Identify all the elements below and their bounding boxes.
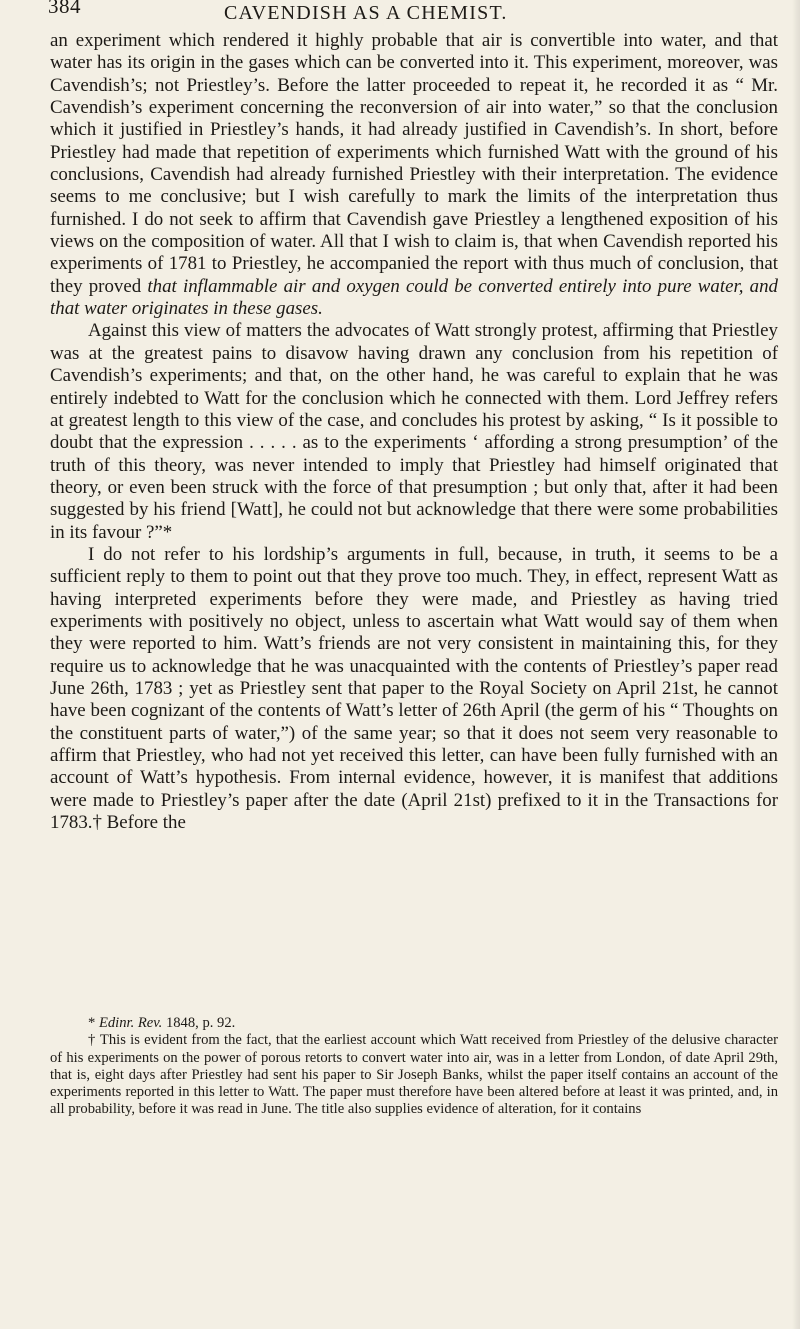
footnote-text: 1848, p. 92. xyxy=(162,1015,236,1031)
footnote-text: † This is evident from the fact, that the earliest account which Watt received from Priestley of the delusive character of his experiments on the power of porous retorts to convert water into air, was in a letter from London, of date April 29th, that is, eight days after Priestley had sent his paper to Sir Joseph Banks, whilst the paper itself contains an account of the experiments reported in this letter to Watt. The paper must therefore have been altered before at least it was printed, and, in all probability, before it was read in June. The title also supplies evidence of alteration, for it contains xyxy=(50,1032,778,1118)
paragraph-text: an experiment which rendered it highly probable that air is convertible into water, and that water has its origin in the gases which can be converted into it. This experiment, moreover, was Cavendish’s; not Priestley’s. Before the latter proceeded to repeat it, he recorded it as “ Mr. Cavendish’s experiment concerning the reconversion of air into water,” so that the conclusion which it justified in Priestley’s hands, it had already justified in Cavendish’s. In short, before Priestley had made that repetition of experiments which furnished Watt with the ground of his conclusions, Cavendish had already furnished Priestley with their interpretation. The evidence seems to me conclusive; but I wish carefully to mark the limits of the interpretation thus furnished. I do not seek to affirm that Cavendish gave Priestley a lengthened exposition of his views on the composition of water. All that I wish to claim is, that when Cavendish reported his experiments of 1781 to Priestley, he accompanied the report with thus much of conclusion, that they proved xyxy=(50,30,778,297)
page-header xyxy=(48,0,748,28)
paragraph-text: I do not refer to his lordship’s arguments in full, because, in truth, it seems to be a sufficient reply to them to point out that they prove too much. They, in effect, represent Watt as having interpreted experiments before they were made, and Priestley as having tried experiments with positively no object, unless to ascertain what Watt would say of them when they were reported to him. Watt’s friends are not very consistent in maintaining this, for they require us to acknowledge that he was unacquainted with the contents of Priestley’s paper read June 26th, 1783 ; yet as Priestley sent that paper to the Royal Society on April 21st, he cannot have been cognizant of the contents of Watt’s letter of 26th April (the germ of his “ Thoughts on the constituent parts of water,”) of the same year; so that it does not seem very reasonable to affirm that Priestley, who had not yet received this letter, can have been fully furnished with an account of Watt’s hypothesis. From internal evidence, however, it is manifest that additions were made to Priestley’s paper after the date (April 21st) prefixed to it in the Transactions for 1783.† Before the xyxy=(50,543,778,834)
page-number: 384 xyxy=(48,0,81,18)
paragraph-text: Against this view of matters the advocates of Watt strongly protest, affirming that Priestley was at the greatest pains to disavow having drawn any conclusion from his repetition of Cavendish’s experiments; and that, on the other hand, he was careful to explain that he was entirely indebted to Watt for the conclusion which he connected with them. Lord Jeffrey refers at greatest length to this view of the case, and concludes his protest by asking, “ Is it possible to doubt that the expression . . . . . as to the experiments ‘ affording a strong presumption’ of the truth of this theory, was never intended to imply that Priestley had himself originated that theory, or even been struck with the force of that presumption ; but only that, after it had been suggested by his friend [Watt], he could not but acknowledge that there were some probabilities in its favour ?”* xyxy=(50,320,778,543)
paragraph xyxy=(50,320,778,543)
page-edge-shadow xyxy=(792,0,800,1329)
main-text xyxy=(50,30,778,834)
footnote xyxy=(50,1015,778,1032)
italic-emphasis: that inflammable air and oxygen could be converted entirely into pure water, and that water originates in these gases. xyxy=(50,275,778,320)
footnotes xyxy=(50,1015,778,1119)
running-head: CAVENDISH AS A CHEMIST. xyxy=(224,2,508,24)
footnote-marker: * xyxy=(88,1015,99,1031)
paragraph xyxy=(50,30,778,320)
paragraph xyxy=(50,544,778,834)
footnote-source: Edinr. Rev. xyxy=(98,1015,163,1031)
footnote xyxy=(50,1032,778,1118)
